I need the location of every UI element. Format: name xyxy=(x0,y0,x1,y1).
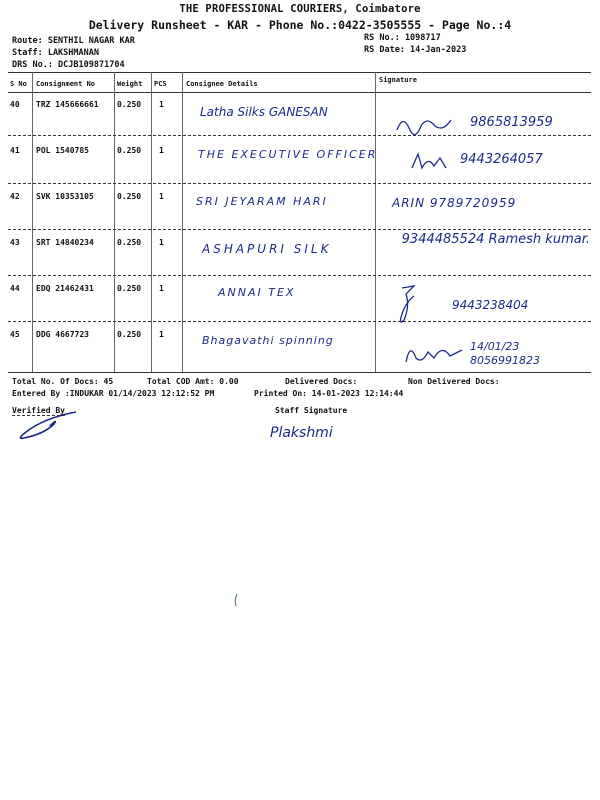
row-signature-handwritten: ARIN 9789720959 xyxy=(392,196,517,210)
row-sno: 43 xyxy=(10,238,20,247)
rs-number: RS No.: 1098717 xyxy=(364,33,441,43)
row-sno: 45 xyxy=(10,330,20,339)
row-separator xyxy=(8,229,591,230)
runsheet-subtitle: Delivery Runsheet - KAR - Phone No.:0422-3505555 - Page No.:4 xyxy=(88,18,512,32)
row-consignee-handwritten: ANNAI TEX xyxy=(218,286,296,299)
row-pcs: 1 xyxy=(159,330,164,339)
row-consignment: POL 1540785 xyxy=(36,146,89,155)
verifier-signature xyxy=(14,408,84,442)
printed-on: Printed On: 14-01-2023 12:14:44 xyxy=(254,389,404,398)
entered-by: Entered By :INDUKAR 01/14/2023 12:12:52 PM xyxy=(12,389,215,398)
column-divider xyxy=(114,72,115,372)
row-pcs: 1 xyxy=(159,192,164,201)
rs-date: RS Date: 14-Jan-2023 xyxy=(364,45,467,55)
row-separator xyxy=(8,135,591,136)
row-sno: 42 xyxy=(10,192,20,201)
row-weight: 0.250 xyxy=(117,284,142,293)
signature-scribble xyxy=(410,150,455,174)
row-consignment: DDG 4667723 xyxy=(36,330,89,339)
table-bottom-rule xyxy=(8,372,591,373)
row-consignment: SVK 10353105 xyxy=(36,192,94,201)
header-pcs: PCS xyxy=(154,80,167,88)
signature-scribble xyxy=(402,338,466,368)
row-consignment: TRZ 145666661 xyxy=(36,100,99,109)
table-header-rule xyxy=(8,92,591,93)
column-divider xyxy=(182,72,183,372)
total-docs: Total No. Of Docs: 45 xyxy=(12,377,114,386)
non-delivered-docs: Non Delivered Docs: xyxy=(408,377,500,386)
column-divider xyxy=(151,72,152,372)
row-pcs: 1 xyxy=(159,100,164,109)
row-consignee-handwritten: ASHAPURI SILK xyxy=(202,242,332,256)
row-signature-handwritten: 14/01/23 8056991823 xyxy=(470,340,540,367)
row-weight: 0.250 xyxy=(117,146,142,155)
staff-signed-name: Plakshmi xyxy=(270,425,333,441)
row-sno: 40 xyxy=(10,100,20,109)
row-signature-handwritten: 9344485524 Ramesh kumar. xyxy=(401,232,590,247)
row-separator xyxy=(8,183,591,184)
header-consignee: Consignee Details xyxy=(186,80,258,88)
row-consignee-handwritten: THE EXECUTIVE OFFICER xyxy=(198,148,378,161)
column-divider xyxy=(32,72,33,372)
total-cod: Total COD Amt: 0.00 xyxy=(147,377,239,386)
row-sno: 41 xyxy=(10,146,20,155)
row-pcs: 1 xyxy=(159,284,164,293)
row-consignee-handwritten: SRI JEYARAM HARI xyxy=(196,195,328,208)
row-signature-handwritten: 9443238404 xyxy=(452,298,529,312)
row-weight: 0.250 xyxy=(117,330,142,339)
staff-label: Staff: LAKSHMANAN xyxy=(12,48,99,58)
drs-number: DRS No.: DCJB109871704 xyxy=(12,60,125,70)
signature-scribble xyxy=(395,112,465,136)
header-consignment: Consignment No xyxy=(36,80,96,88)
row-consignee-handwritten: Bhagavathi spinning xyxy=(202,334,334,347)
verified-by-label: Verified By xyxy=(12,406,65,415)
column-divider xyxy=(375,72,376,372)
company-title: THE PROFESSIONAL COURIERS, Coimbatore xyxy=(179,3,421,15)
row-consignee-handwritten: Latha Silks GANESAN xyxy=(200,105,328,119)
row-sno: 44 xyxy=(10,284,20,293)
header-sno: S No xyxy=(10,80,27,88)
staff-signature-label: Staff Signature xyxy=(275,406,348,415)
row-weight: 0.250 xyxy=(117,238,142,247)
row-signature-handwritten: 9443264057 xyxy=(460,152,543,167)
stray-mark xyxy=(232,592,240,608)
row-consignment: SRT 14840234 xyxy=(36,238,94,247)
row-signature-handwritten: 9865813959 xyxy=(470,115,553,130)
delivered-docs: Delivered Docs: xyxy=(285,377,358,386)
row-pcs: 1 xyxy=(159,146,164,155)
row-pcs: 1 xyxy=(159,238,164,247)
row-separator xyxy=(8,275,591,276)
row-weight: 0.250 xyxy=(117,100,142,109)
route-label: Route: SENTHIL NAGAR KAR xyxy=(12,36,135,46)
row-consignment: EDQ 21462431 xyxy=(36,284,94,293)
row-weight: 0.250 xyxy=(117,192,142,201)
header-signature: Signature xyxy=(379,76,417,84)
header-weight: Weight xyxy=(117,80,143,88)
table-top-rule xyxy=(8,72,591,73)
row-separator xyxy=(8,321,591,322)
